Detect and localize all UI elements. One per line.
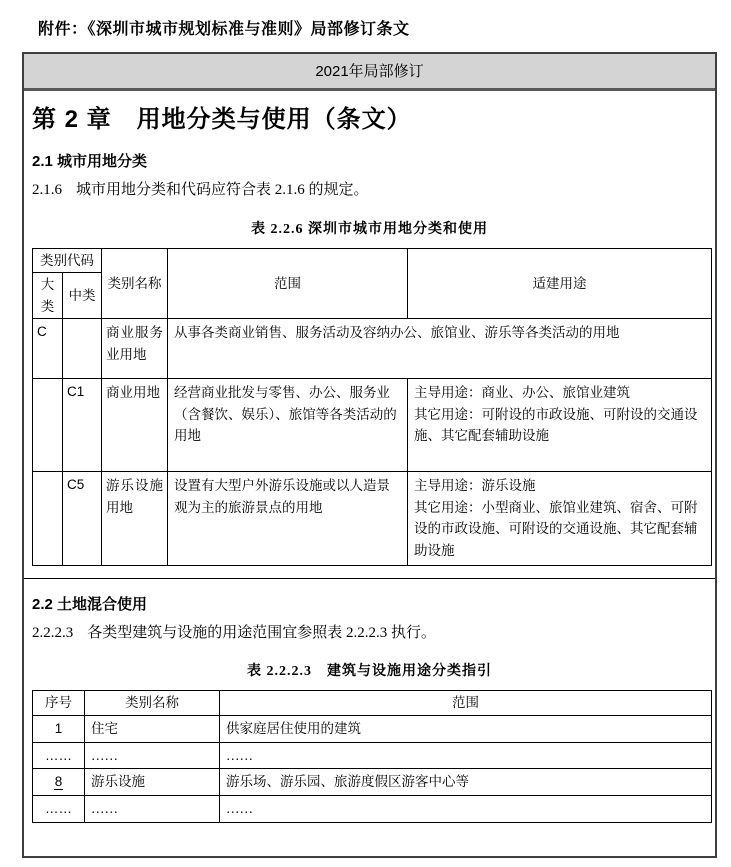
header-cell-number: 序号 bbox=[33, 691, 85, 716]
table-2-2-6-caption: 表 2.2.6 深圳市城市用地分类和使用 bbox=[251, 221, 488, 237]
table-2-2-2-3-caption: 表 2.2.2.3 建筑与设施用途分类指引 bbox=[247, 664, 492, 680]
table-row-c bbox=[33, 319, 712, 379]
header-cell-name: 类别名称 bbox=[85, 691, 220, 716]
cell-scope: 经营商业批发与零售、办公、服务业（含餐饮、娱乐）、旅馆等各类活动的用地 bbox=[168, 379, 408, 472]
cell-name: …… bbox=[85, 795, 220, 822]
uses-other: 其它用途：可附设的市政设施、可附设的交通设施、其它配套辅助设施 bbox=[414, 406, 698, 444]
clause-2-1-6 bbox=[32, 179, 709, 202]
clause-text: 各类型建筑与设施的用途范围宜参照表 2.2.2.3 执行。 bbox=[87, 624, 437, 641]
clause-number: 2.1.6 bbox=[32, 182, 62, 198]
cell-category-name: 商业服务业用地 bbox=[102, 319, 168, 379]
uses-primary: 主导用途：游乐设施 bbox=[414, 478, 536, 494]
cell-number: …… bbox=[33, 795, 85, 822]
cell-major-code bbox=[33, 472, 63, 565]
revision-banner: 2021年局部修订 bbox=[24, 54, 715, 91]
cell-middle-code: C1 bbox=[63, 379, 102, 472]
header-cell-major: 大类 bbox=[33, 273, 63, 319]
cell-middle-code bbox=[63, 319, 102, 379]
cell-scope: 游乐场、游乐园、旅游度假区游客中心等 bbox=[220, 769, 712, 796]
section-2-2 bbox=[24, 579, 715, 823]
clause-text: 城市用地分类和代码应符合表 2.1.6 的规定。 bbox=[76, 182, 369, 198]
header-cell-name: 类别名称 bbox=[102, 248, 168, 319]
table-header-row bbox=[33, 691, 712, 716]
header-cell-middle: 中类 bbox=[63, 273, 102, 319]
table-row-c1 bbox=[33, 379, 712, 472]
uses-primary: 主导用途：商业、办公、旅馆业建筑 bbox=[414, 385, 630, 401]
cell-uses bbox=[408, 472, 712, 565]
heading-2-1: 2.1 城市用地分类 bbox=[32, 153, 148, 170]
clause-2-2-2-3 bbox=[32, 622, 709, 645]
cell-major-code bbox=[33, 379, 63, 472]
clause-number: 2.2.2.3 bbox=[32, 624, 74, 641]
table-row-8 bbox=[33, 769, 712, 796]
cell-scope: …… bbox=[220, 795, 712, 822]
document-frame bbox=[22, 52, 717, 858]
header-cell-uses: 适建用途 bbox=[408, 248, 712, 319]
cell-category-name: 商业用地 bbox=[102, 379, 168, 472]
building-use-guideline-table bbox=[32, 690, 712, 822]
section-2-1 bbox=[24, 91, 715, 579]
cell-middle-code: C5 bbox=[63, 472, 102, 565]
underlined-number: 8 bbox=[54, 774, 63, 790]
land-use-classification-table bbox=[32, 248, 712, 566]
table-row-ellipsis bbox=[33, 795, 712, 822]
table-row-1 bbox=[33, 716, 712, 743]
cell-number: …… bbox=[33, 742, 85, 769]
attachment-title: 附件：《深圳市城市规划标准与准则》局部修订条文 bbox=[38, 21, 410, 38]
cell-scope-merged: 从事各类商业销售、服务活动及容纳办公、旅馆业、游乐等各类活动的用地 bbox=[168, 319, 712, 379]
table-row-ellipsis bbox=[33, 742, 712, 769]
cell-name: 游乐设施 bbox=[85, 769, 220, 796]
cell-scope: 供家庭居住使用的建筑 bbox=[220, 716, 712, 743]
uses-other: 其它用途：小型商业、旅馆业建筑、宿舍、可附设的市政设施、可附设的交通设施、其它配套辅助设施 bbox=[414, 499, 698, 559]
cell-name: …… bbox=[85, 742, 220, 769]
heading-2-2: 2.2 土地混合使用 bbox=[32, 595, 148, 613]
cell-scope: …… bbox=[220, 742, 712, 769]
cell-category-name: 游乐设施用地 bbox=[102, 472, 168, 565]
cell-number bbox=[33, 769, 85, 796]
chapter-title: 第 2 章 用地分类与使用（条文） bbox=[32, 106, 412, 133]
cell-name: 住宅 bbox=[85, 716, 220, 743]
cell-uses bbox=[408, 379, 712, 472]
cell-major-code: C bbox=[33, 319, 63, 379]
header-cell-scope: 范围 bbox=[168, 248, 408, 319]
cell-number: 1 bbox=[33, 716, 85, 743]
table-row-c5 bbox=[33, 472, 712, 565]
cell-scope: 设置有大型户外游乐设施或以人造景观为主的旅游景点的用地 bbox=[168, 472, 408, 565]
header-cell-code-group: 类别代码 bbox=[33, 248, 102, 273]
table-header-row-1 bbox=[33, 248, 712, 273]
header-cell-scope: 范围 bbox=[220, 691, 712, 716]
